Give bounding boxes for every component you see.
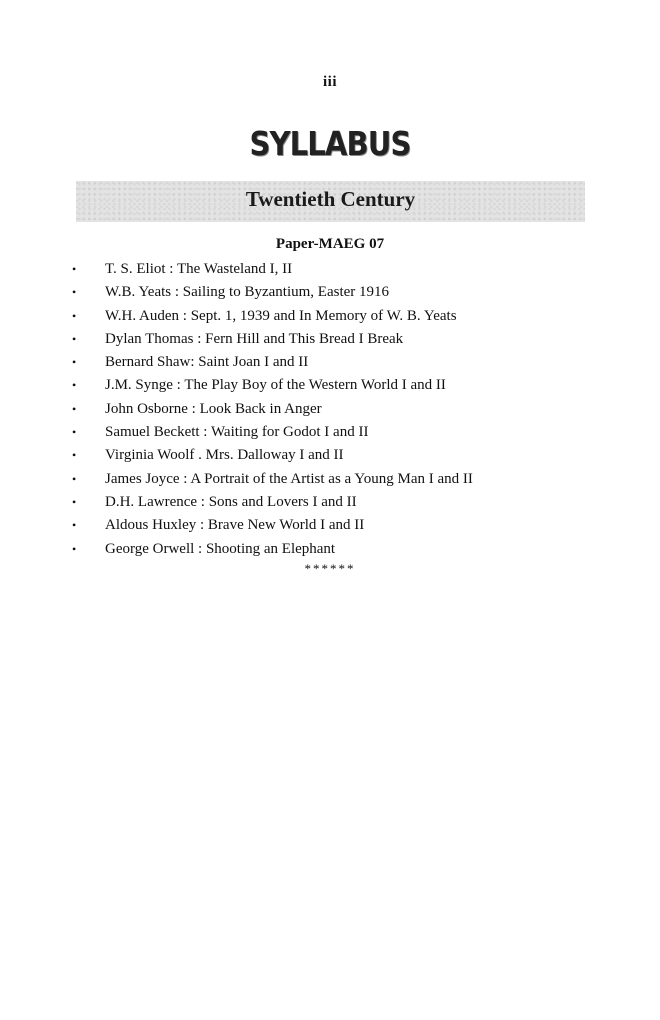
list-item	[72, 538, 632, 561]
bullet-icon: •	[72, 541, 77, 556]
bullet-icon: •	[72, 262, 77, 276]
list-item	[72, 398, 632, 421]
list-item	[72, 305, 632, 328]
list-item	[72, 328, 632, 351]
topic-text: John Osborne : Look Back in Anger	[105, 400, 322, 417]
bullet-icon: •	[72, 308, 77, 323]
list-item	[72, 374, 632, 397]
bullet-icon: •	[72, 378, 77, 393]
end-of-section-mark: ******	[304, 561, 356, 576]
topic-text: James Joyce : A Portrait of the Artist as a Young Man I and II	[105, 470, 473, 487]
topic-text: W.B. Yeats : Sailing to Byzantium, Easter 1916	[105, 284, 390, 301]
topic-text: Virginia Woolf . Mrs. Dalloway I and II	[105, 447, 344, 464]
list-item	[72, 491, 632, 514]
topic-text: Bernard Shaw: Saint Joan I and II	[105, 354, 309, 371]
list-item	[72, 258, 632, 281]
topic-text: Dylan Thomas : Fern Hill and This Bread I Break	[105, 330, 404, 347]
bullet-icon: •	[72, 494, 77, 509]
topic-text: D.H. Lawrence : Sons and Lovers I and II	[105, 493, 357, 510]
list-item	[72, 444, 632, 467]
bullet-icon: •	[72, 401, 77, 416]
list-item	[72, 514, 632, 537]
topic-list	[72, 258, 632, 561]
topic-text: Aldous Huxley : Brave New World I and II	[105, 517, 365, 534]
topic-text: Samuel Beckett : Waiting for Godot I and II	[105, 424, 369, 441]
section-banner-title: Twentieth Century	[245, 187, 416, 211]
topic-text: George Orwell : Shooting an Elephant	[105, 540, 336, 557]
bullet-icon: •	[72, 285, 77, 300]
list-item	[72, 468, 632, 491]
list-item	[72, 351, 632, 374]
topic-text: J.M. Synge : The Play Boy of the Western World I and II	[105, 377, 446, 394]
bullet-icon: •	[72, 448, 77, 463]
paper-code: Paper-MAEG 07	[275, 236, 385, 252]
bullet-icon: •	[72, 355, 77, 370]
section-banner	[76, 181, 585, 222]
bullet-icon: •	[72, 518, 77, 533]
bullet-icon: •	[72, 471, 77, 486]
page-title: SYLLABUS	[249, 124, 411, 163]
page-number: iii	[322, 74, 337, 90]
bullet-icon: •	[72, 331, 77, 346]
list-item	[72, 421, 632, 444]
topic-text: T. S. Eliot : The Wasteland I, II	[105, 261, 293, 277]
list-item	[72, 281, 632, 304]
bullet-icon: •	[72, 425, 77, 440]
topic-text: W.H. Auden : Sept. 1, 1939 and In Memory of W. B. Yeats	[105, 307, 457, 324]
